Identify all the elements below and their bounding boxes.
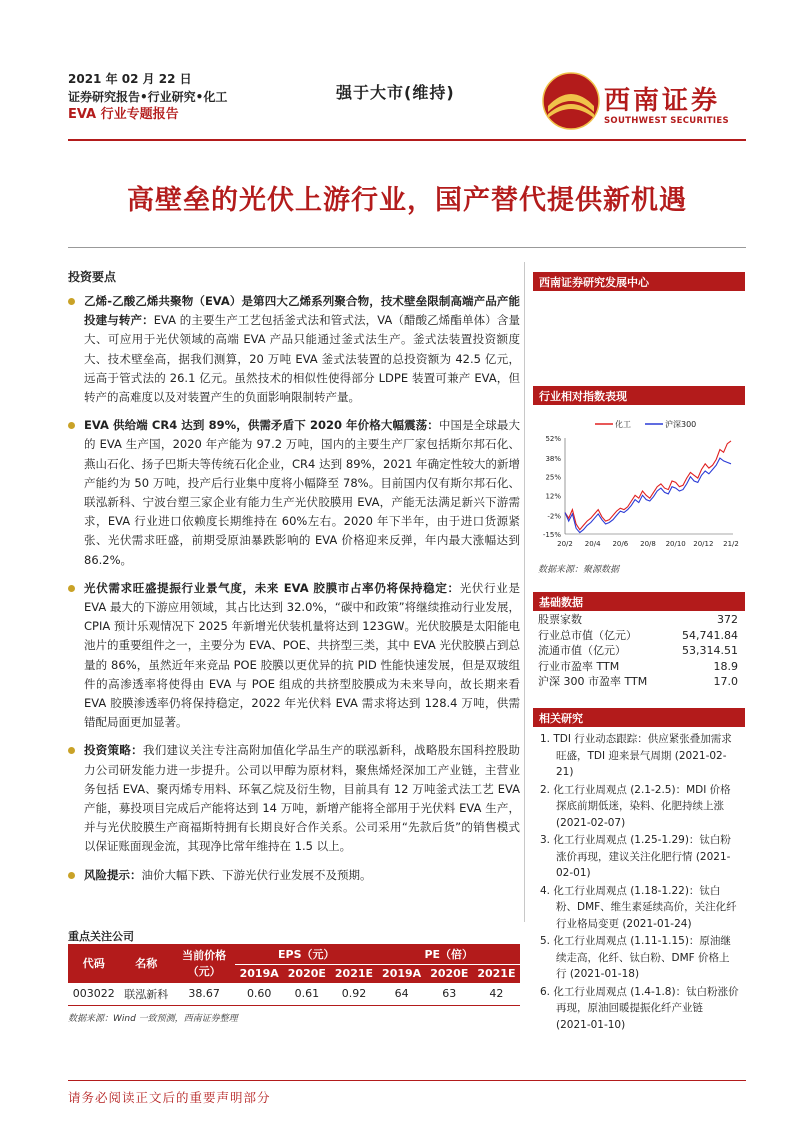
disclaimer: 请务必阅读正文后的重要声明部分 — [68, 1090, 271, 1105]
x-tick-label: 20/12 — [693, 540, 714, 548]
th-year: 2021E — [330, 965, 377, 983]
x-tick-label: 20/2 — [557, 540, 573, 548]
rating: 强于大市(维持) — [336, 83, 455, 102]
logo-emblem-icon — [542, 72, 600, 130]
basic-data-row — [538, 643, 738, 659]
th-year: 2019A — [378, 965, 426, 983]
y-tick-label: 52% — [545, 435, 561, 443]
basic-label: 股票家数 — [538, 613, 582, 626]
bullet-bold: EVA 供给端 CR4 达到 89%，供需矛盾下 2020 年价格大幅震荡： — [84, 418, 439, 433]
investment-points-heading: 投资要点 — [68, 270, 117, 284]
basic-label: 行业市盈率 TTM — [538, 659, 620, 673]
table-source: 数据来源：Wind 一致预测，西南证券整理 — [68, 1014, 238, 1024]
chart-source: 数据来源：聚源数据 — [538, 565, 620, 575]
th-year: 2020E — [426, 965, 473, 983]
basic-data-row — [538, 674, 738, 690]
basic-value: 18.9 — [713, 659, 738, 673]
y-tick-label: -15% — [542, 531, 561, 539]
bullet-text: 油价大幅下跌、下游光伏行业发展不及预期。 — [141, 867, 372, 882]
basic-value: 372 — [717, 613, 738, 626]
logo-cn-text: 西南证券 — [604, 86, 721, 116]
y-tick-label: -2% — [547, 512, 561, 521]
report-type: EVA 行业专题报告 — [68, 107, 179, 122]
basic-value: 53,314.51 — [682, 644, 738, 657]
th-price: 当前价格（元） — [173, 944, 235, 983]
basic-label: 行业总市值（亿元） — [538, 628, 637, 642]
table-cell: 0.61 — [283, 983, 330, 1006]
key-companies-table — [68, 944, 520, 1006]
th-name: 名称 — [119, 944, 173, 983]
th-code: 代码 — [68, 944, 119, 983]
related-research-box: 相关研究 — [533, 708, 745, 727]
bullet-item — [68, 741, 520, 856]
header-divider — [68, 139, 746, 141]
th-year: 2020E — [283, 965, 330, 983]
logo-en-text: SOUTHWEST SECURITIES — [604, 116, 729, 126]
key-companies-heading: 重点关注公司 — [68, 930, 134, 943]
bullet-item — [68, 579, 520, 733]
bullet-text: 我们建议关注专注高附加值化学品生产的联泓新科，战略股东国科控股助力公司研发能力进一步提升。公司以甲醇为原材料，聚焦烯烃深加工产业链，主营业务包括 EVA、聚丙烯专用料、环氧乙烷及衍生物，目前具有 12 万吨釜式法工艺 EVA 产能，募投项目完成后产能将达到 14 万吨，新增产能将全部用于光伏料 EVA 生产，并与光伏胶膜生产商福斯特拥有长期良好合作关系。公司采用“先款后货”的销售模式以保证账面现金流，其现净比常年维持在 1.5 以上。 — [84, 743, 521, 854]
research-link[interactable]: 2. 化工行业周观点 (2.1-2.5)：MDI 价格探底前期低迷，染料、化肥持续上涨 (2021-02-07) — [540, 783, 731, 829]
research-link[interactable]: 4. 化工行业周观点 (1.18-1.22)：钛白粉、DMF、维生素延续高价，关注化纤行业格局变更 (2021-01-24) — [540, 884, 737, 930]
title-divider — [68, 247, 746, 248]
research-link[interactable]: 5. 化工行业周观点 (1.11-1.15)：原油继续走高，化纤、钛白粉、DMF 价格上行 (2021-01-18) — [540, 935, 731, 980]
column-divider — [524, 262, 525, 922]
research-link[interactable]: 1. TDI 行业动态跟踪：供应紧张叠加需求旺盛，TDI 迎来景气周期 (2021-02-21) — [540, 733, 732, 778]
y-axis-ticks — [543, 435, 561, 539]
x-tick-label: 20/4 — [584, 540, 601, 548]
research-link[interactable]: 3. 化工行业周观点 (1.25-1.29)：钛白粉涨价再现，建议关注化肥行情 (2021-02-01) — [540, 834, 731, 879]
header-left — [68, 70, 227, 124]
series-line-chemical — [565, 441, 731, 530]
bullet-item — [68, 866, 520, 885]
company-logo — [540, 72, 740, 132]
basic-data-row — [538, 612, 738, 628]
investment-points-list — [68, 292, 520, 894]
research-link[interactable]: 6. 化工行业周观点 (1.4-1.8)：钛白粉涨价再现，原油回暖提振化纤产业链 (2021-01-10) — [540, 985, 739, 1031]
footer-divider — [68, 1080, 746, 1081]
th-pe: PE（倍） — [378, 944, 520, 965]
basic-data-box: 基础数据 — [533, 592, 745, 611]
x-tick-label: 21/2 — [723, 540, 739, 548]
chart-legend — [595, 419, 696, 429]
basic-label: 流通市值（亿元） — [538, 644, 626, 657]
legend-label-chemical: 化工 — [615, 420, 631, 429]
basic-label: 沪深 300 市盈率 TTM — [538, 675, 648, 688]
series-line-hs300 — [565, 458, 731, 532]
related-research-list — [540, 731, 740, 1034]
page-title: 高壁垒的光伏上游行业，国产替代提供新机遇 — [127, 185, 687, 216]
x-tick-label: 20/8 — [640, 540, 656, 548]
y-tick-label: 25% — [545, 473, 561, 482]
table-cell: 0.60 — [235, 983, 283, 1006]
basic-value: 17.0 — [713, 675, 738, 688]
basic-data-list — [538, 612, 738, 690]
bullet-bold: 风险提示： — [84, 867, 142, 882]
th-year: 2019A — [235, 965, 283, 983]
table-cell: 联泓新科 — [119, 983, 173, 1006]
basic-data-row — [538, 659, 738, 675]
bullet-item — [68, 292, 520, 407]
bullet-text: 中国是全球最大的 EVA 生产国，2020 年产能为 97.2 万吨，国内的主要生产厂家包括斯尔邦石化、燕山石化、扬子巴斯夫等传统石化企业，CR4 达到 89%，2021 年确定性较大的新增产能约为 50 万吨，投产后行业集中度将小幅降至 78%。目前国内仅有斯尔邦石化、联泓新科、宁波台塑三家企业有能力生产光伏胶膜用 EVA，产能无法满足新兴下游需求，EVA 行业进口依赖度长期维持在 60%左右。2020 年下半年，由于进口货源紧张、光伏需求旺盛，前期受原油暴跌影响的 EVA 价格迎来反弹，年内最大涨幅达到 86.2%。 — [84, 418, 521, 567]
table-cell: 63 — [426, 983, 473, 1006]
bullet-bold: 投资策略： — [84, 743, 143, 758]
x-axis-ticks — [557, 540, 739, 548]
relative-index-chart — [533, 418, 745, 558]
y-tick-label: 38% — [545, 455, 561, 464]
table-cell: 0.92 — [330, 983, 377, 1006]
table-cell: 64 — [378, 983, 426, 1006]
th-eps: EPS（元） — [235, 944, 377, 965]
bullet-bold: 乙烯-乙酸乙烯共聚物（EVA）是第四大乙烯系列聚合物，技术壁垒限制高端产品产能投建与转产： — [84, 294, 520, 328]
table-cell: 003022 — [68, 983, 119, 1006]
x-tick-label: 20/10 — [665, 540, 686, 548]
y-tick-label: 12% — [545, 492, 561, 501]
index-title-box: 行业相对指数表现 — [533, 386, 745, 405]
bullet-text: EVA 的主要生产工艺包括釜式法和管式法，VA（醋酸乙烯酯单体）含量大、可应用于光伏领域的高端 EVA 产品只能通过釜式法生产。釜式法装置投资额度大、技术壁垒高，据我们测算，20 万吨 EVA 釜式法装置的总投资额为 42.5 亿元，远高于管式法的 26.1 亿元。虽然技术的相似性使得部分 LDPE 装置可兼产 EVA，但转产的高难度以及对装置产生的负面影响限制转产量。 — [84, 313, 520, 405]
research-center-box: 西南证券研究发展中心 — [533, 272, 745, 291]
table-cell: 38.67 — [173, 983, 235, 1006]
table-row — [68, 983, 520, 1006]
x-tick-label: 20/6 — [612, 540, 629, 548]
basic-data-row — [538, 628, 738, 644]
bullet-bold: 光伏需求旺盛提振行业景气度，未来 EVA 胶膜市占率仍将保持稳定： — [84, 580, 460, 595]
bullet-text: 光伏行业是 EVA 最大的下游应用领域，其占比达到 32.0%，“碳中和政策”将继续推动行业发展，CPIA 预计乐观情况下 2025 年新增光伏装机量将达到 123GW。光伏胶膜是太阳能电池片的重要组件之一，主要分为 EVA、POE、共挤型三类，其中 EVA 光伏胶膜占到总量的 86%，虽然近年来竞品 POE 胶膜以更优异的抗 PID 性能快速发展，但是双玻组件的高渗透率将使得由 EVA 与 POE 组成的共挤型胶膜成为未来导向，故长期来看 EVA 胶膜渗透率仍将保持稳定，2022 年光伏料 EVA 需求将达到 128.4 万吨，供需错配局面更加显著。 — [84, 580, 520, 730]
th-year: 2021E — [473, 965, 520, 983]
report-category: 证券研究报告•行业研究•化工 — [68, 90, 228, 104]
report-date: 2021 年 02 月 22 日 — [68, 72, 192, 86]
basic-value: 54,741.84 — [682, 628, 738, 642]
table-cell: 42 — [473, 983, 520, 1006]
bullet-item — [68, 416, 520, 570]
legend-label-hs300: 沪深300 — [665, 420, 697, 429]
